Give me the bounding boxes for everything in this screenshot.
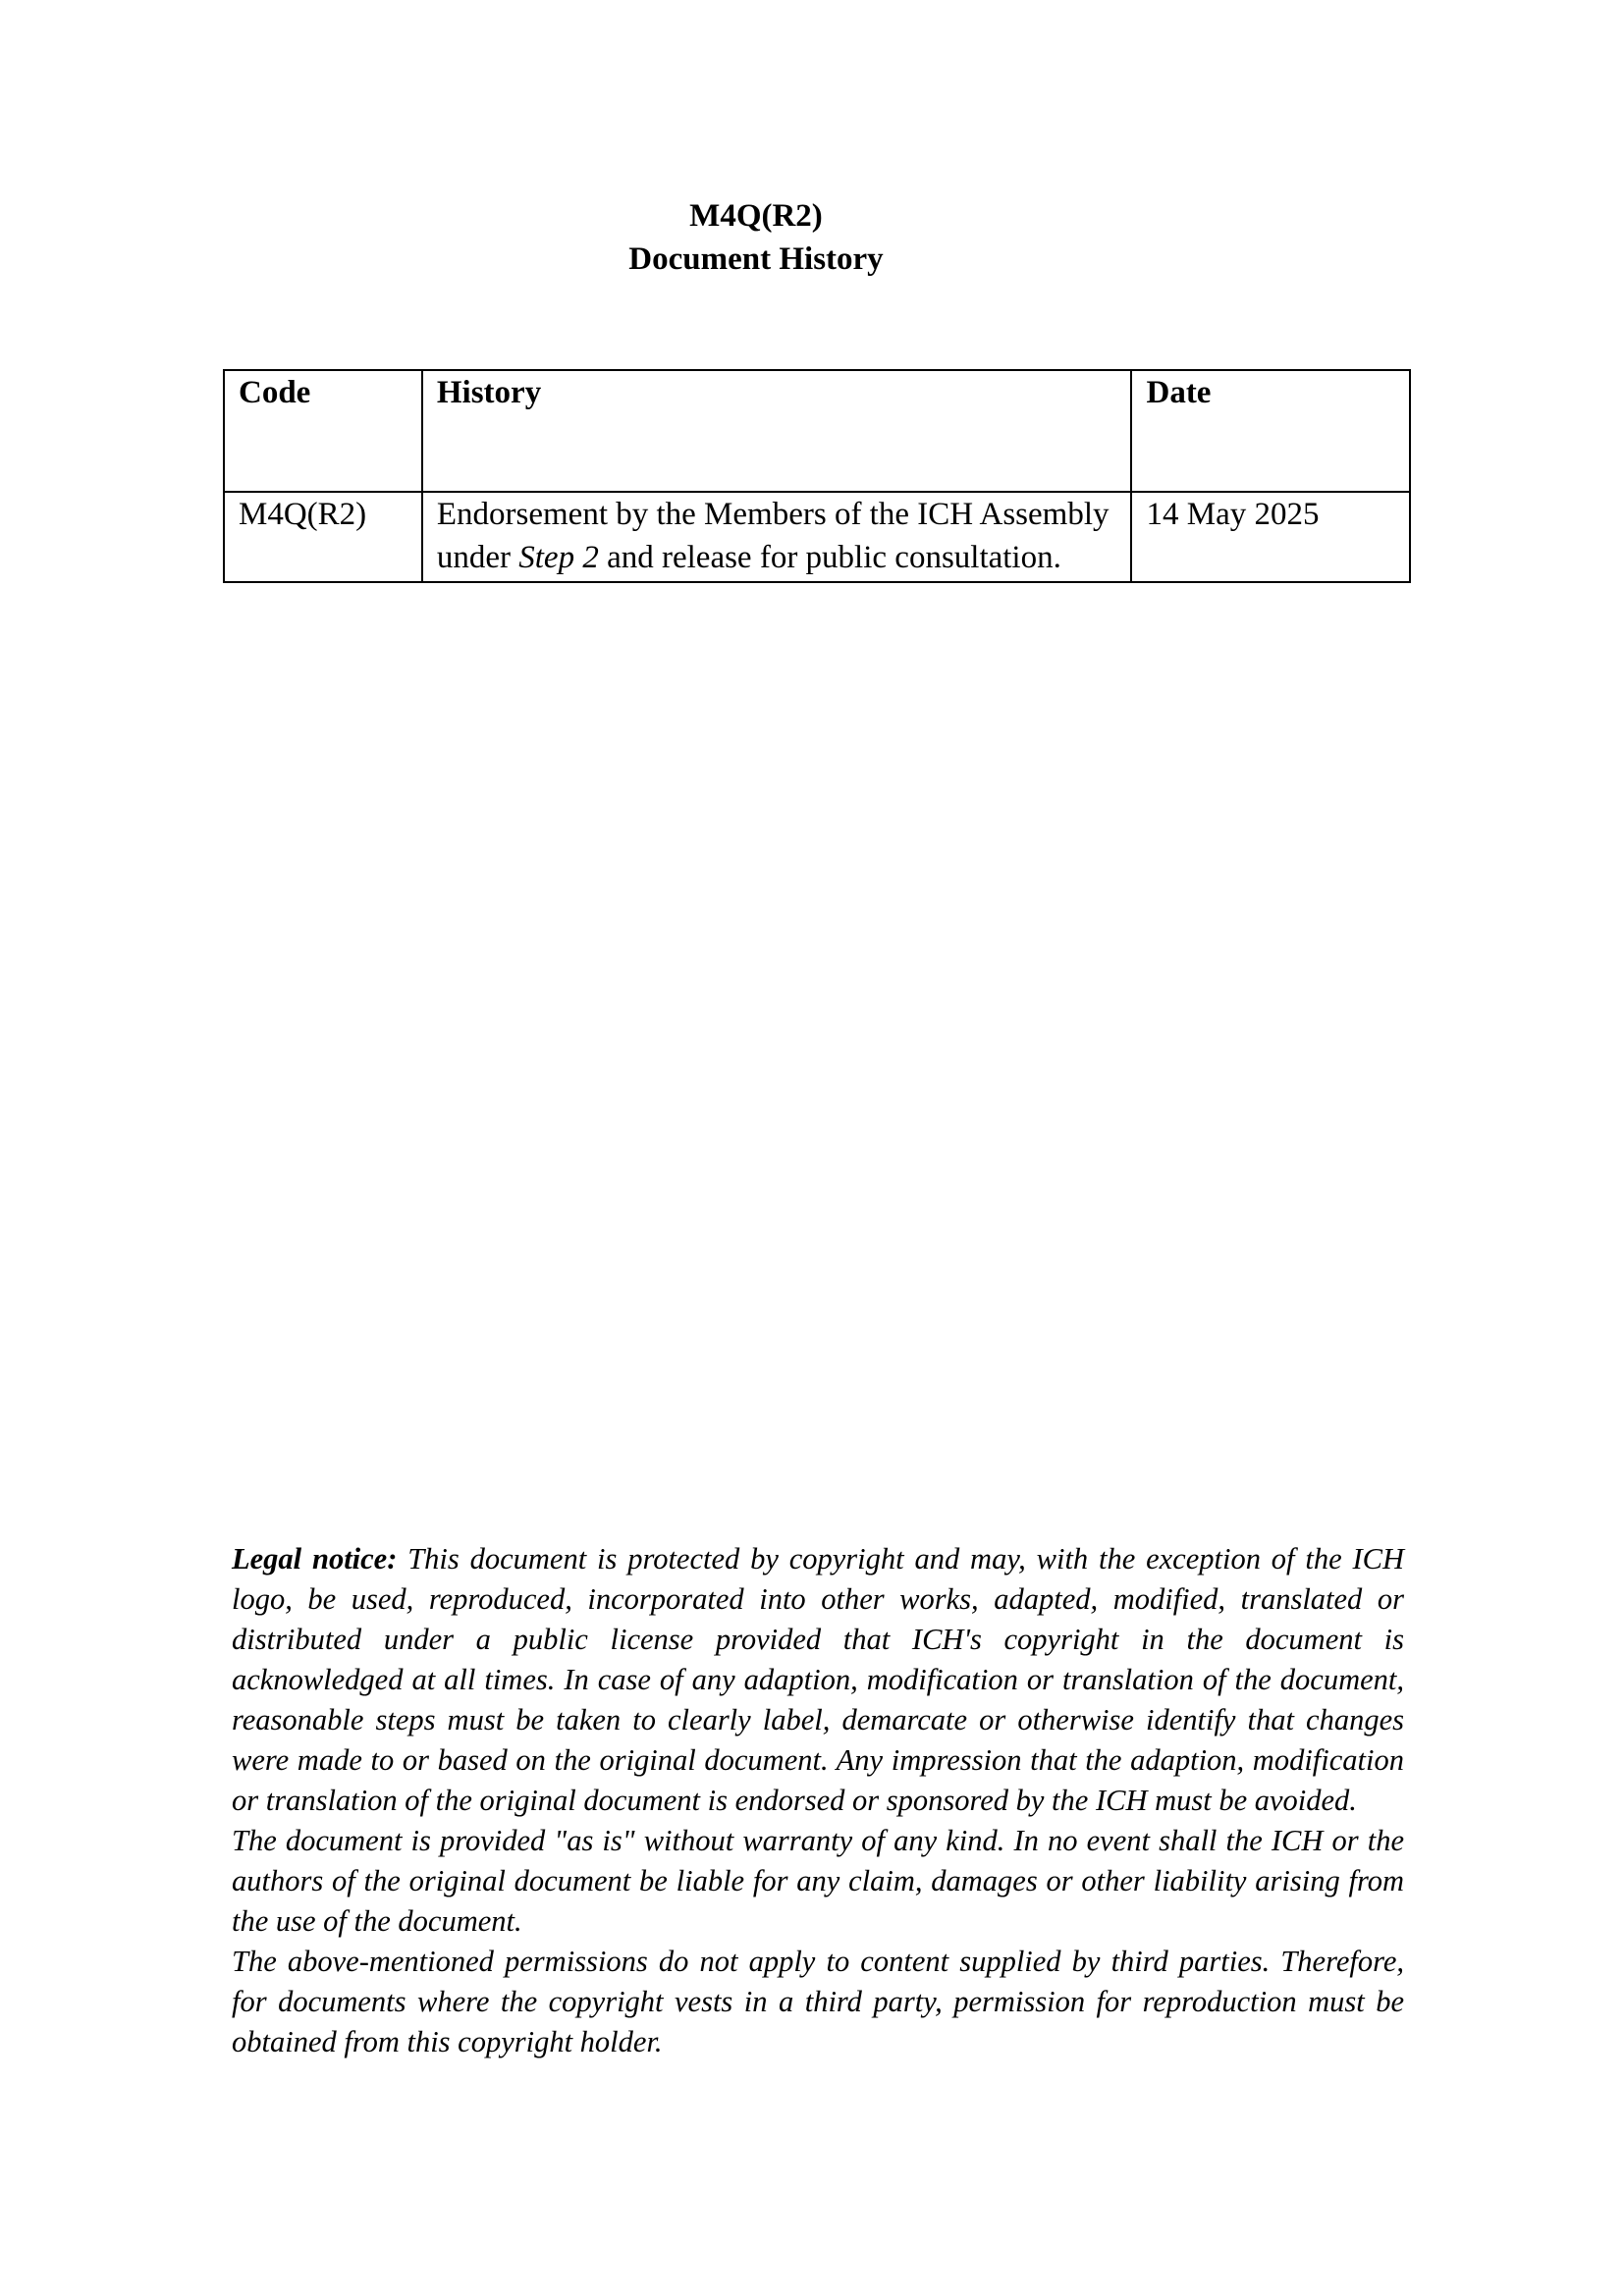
document-history-table bbox=[223, 369, 1411, 583]
column-header-date: Date bbox=[1131, 370, 1410, 492]
table-row bbox=[224, 492, 1410, 582]
legal-paragraph-3: The above-mentioned permissions do not apply to content supplied by third parties. Therefore, for documents where the copyright vests in a third party, permission for reproduction must be obtained from this copyright holder. bbox=[232, 1945, 1404, 2058]
cell-date: 14 May 2025 bbox=[1131, 492, 1410, 582]
legal-notice-label: Legal notice: bbox=[232, 1542, 398, 1575]
column-header-code: Code bbox=[224, 370, 422, 492]
table-header-row bbox=[224, 370, 1410, 492]
legal-paragraph-1 bbox=[232, 1539, 1404, 1821]
history-text-step: Step 2 bbox=[518, 540, 599, 575]
cell-history bbox=[422, 492, 1132, 582]
document-history-title: Document History bbox=[628, 241, 884, 277]
legal-notice bbox=[232, 1539, 1404, 2062]
cell-code: M4Q(R2) bbox=[224, 492, 422, 582]
history-text-end: and release for public consultation. bbox=[598, 540, 1061, 575]
legal-paragraph-1-text: This document is protected by copyright and may, with the exception of the ICH logo, be used, reproduced, incorporated into other works, adapted, modified, translated or distributed under a public license provided that ICH's copyright in the document is acknowledged at all times. In case of any adaption, modification or translation of the document, reasonable steps must be taken to clearly label, demarcate or otherwise identify that changes were made to or based on the original document. Any impression that the adaption, modification or translation of the original document is endorsed or sponsored by the ICH must be avoided. bbox=[232, 1542, 1404, 1817]
document-code-title: M4Q(R2) bbox=[689, 198, 823, 234]
history-text-start: Endorsement by the Members of the ICH Assembly under bbox=[436, 497, 1110, 575]
legal-paragraph-2: The document is provided "as is" without warranty of any kind. In no event shall the ICH or the authors of the original document be liable for any claim, damages or other liability arising from the use of the document. bbox=[232, 1824, 1404, 1938]
column-header-history: History bbox=[422, 370, 1132, 492]
